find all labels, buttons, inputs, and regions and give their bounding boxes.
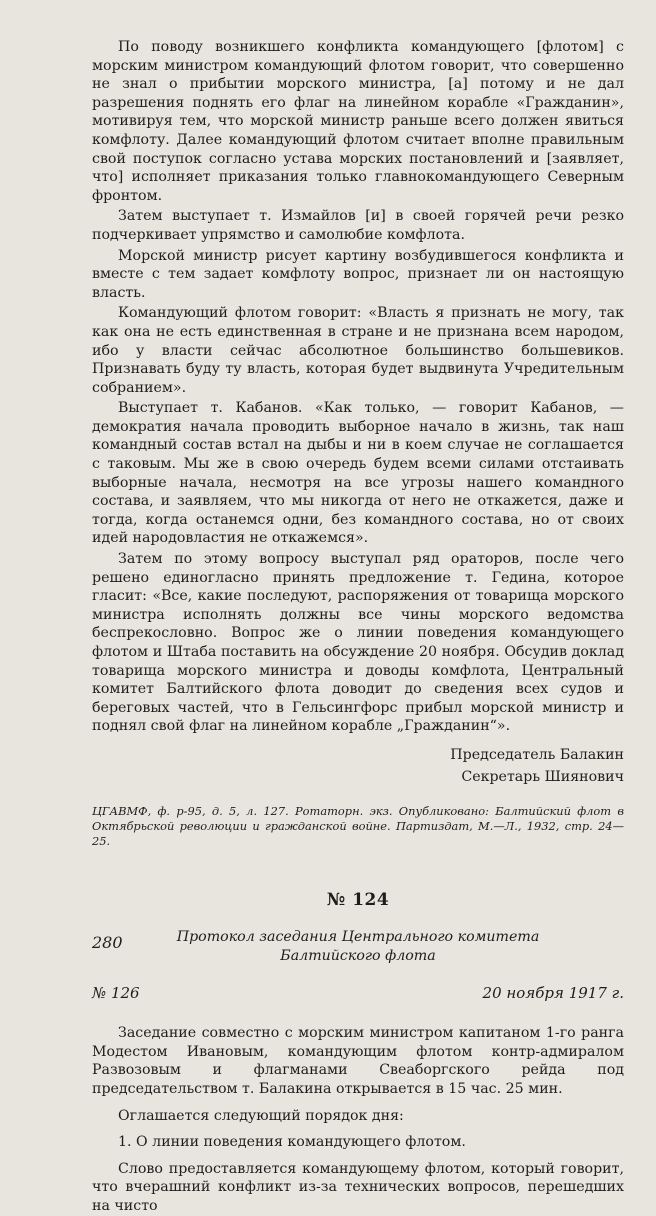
paragraph: Затем по этому вопросу выступал ряд ораторов, после чего решено единогласно принять предложение т. Гедина, которое гласит: «Все, какие последуют, распоряжения от товарища морского министра исполнять должны все чины морского ведомства беспрекословно. Вопрос же о линии поведения командующего флотом и Штаба поставить на обсуждение 20 ноября. Обсудив доклад товарища морского министра и доводы комфлота, Центральный комитет Балтийского флота доводит до сведения всех судов и береговых частей, что в Гельсингфорс прибыл морской министр и поднял свой флаг на линейном корабле „Гражданин“». — [92, 551, 624, 735]
paragraph: Морской министр рисует картину возбудившегося конфликта и вместе с тем задает комфлоту вопрос, признает ли он настоящую власть. — [92, 247, 624, 301]
paragraph: Командующий флотом говорит: «Власть я признать не могу, так как она не есть единственная в стране и не признана всем народом, ибо у власти сейчас абсолютное большинство большевиков. Признавать буду ту власть, которая будет выдвинута Учредительным собранием». — [92, 305, 624, 396]
paragraph: Заседание совместно с морским министром капитаном 1-го ранга Модестом Ивановым, командующим флотом контр-адмиралом Развозовым и флагманами Свеаборгского рейда под председательством т. Балакина открывается в 15 час. 25 мин. — [92, 1025, 624, 1097]
paragraph: По поводу возникшего конфликта командующего [флотом] с морским министром командующий флотом говорит, что совершенно не знал о прибытии морского министра, [а] потому и не дал разрешения поднять его флаг на линейном корабле «Гражданин», мотивируя тем, что морской министр раньше всего должен явиться комфлоту. Далее командующий флотом считает вполне правильным свой поступок согласно устава морских постановлений и [заявляет, что] исполняет приказания только главнокомандующего Северным фронтом. — [92, 39, 624, 204]
text-column — [92, 38, 624, 1216]
protocol-meta — [92, 984, 624, 1003]
chairman-signature: Председатель Балакин — [450, 746, 624, 763]
archival-source-note: ЦГАВМФ, ф. р-95, д. 5, л. 127. Ротаторн. экз. Опубликовано: Балтийский флот в Октябрьской революции и гражданской войне. Партиздат, М.—Л., 1932, стр. 24—25. — [92, 803, 624, 848]
paragraph: Затем выступает т. Измайлов [и] в своей горячей речи резко подчеркивает упрямство и самолюбие комфлота. — [92, 208, 624, 243]
document-number: № 124 — [326, 889, 390, 910]
signatures — [92, 744, 624, 788]
protocol-date: 20 ноября 1917 г. — [482, 983, 624, 1002]
protocol-number: № 126 — [92, 983, 140, 1002]
document-title — [92, 928, 624, 966]
page-number: 280 — [92, 933, 123, 952]
secretary-signature: Секретарь Шиянович — [461, 768, 624, 785]
document-title-line: Балтийского флота — [280, 947, 436, 964]
paragraph: Слово предоставляется командующему флотом, который говорит, что вчерашний конфликт из-за технических вопросов, перешедших на чисто — [92, 1160, 624, 1214]
protocol-body — [92, 1024, 624, 1215]
paragraph: Выступает т. Кабанов. «Как только, — говорит Кабанов, — демократия начала проводить выборное начало в жизнь, так наш командный состав встал на дыбы и ни в коем случае не соглашается с таковым. Мы же в свою очередь будем всеми силами отстаивать выборные начала, несмотря на все угрозы нашего командного состава, и заявляем, что мы никогда от него не откажется, даже и тогда, когда останемся одни, без командного состава, но от своих идей народовластия не откажемся». — [92, 400, 624, 547]
document-title-line: Протокол заседания Центрального комитета — [176, 928, 540, 945]
paragraph: 1. О линии поведения командующего флотом. — [118, 1134, 466, 1151]
paragraph: Оглашается следующий порядок дня: — [118, 1107, 404, 1124]
